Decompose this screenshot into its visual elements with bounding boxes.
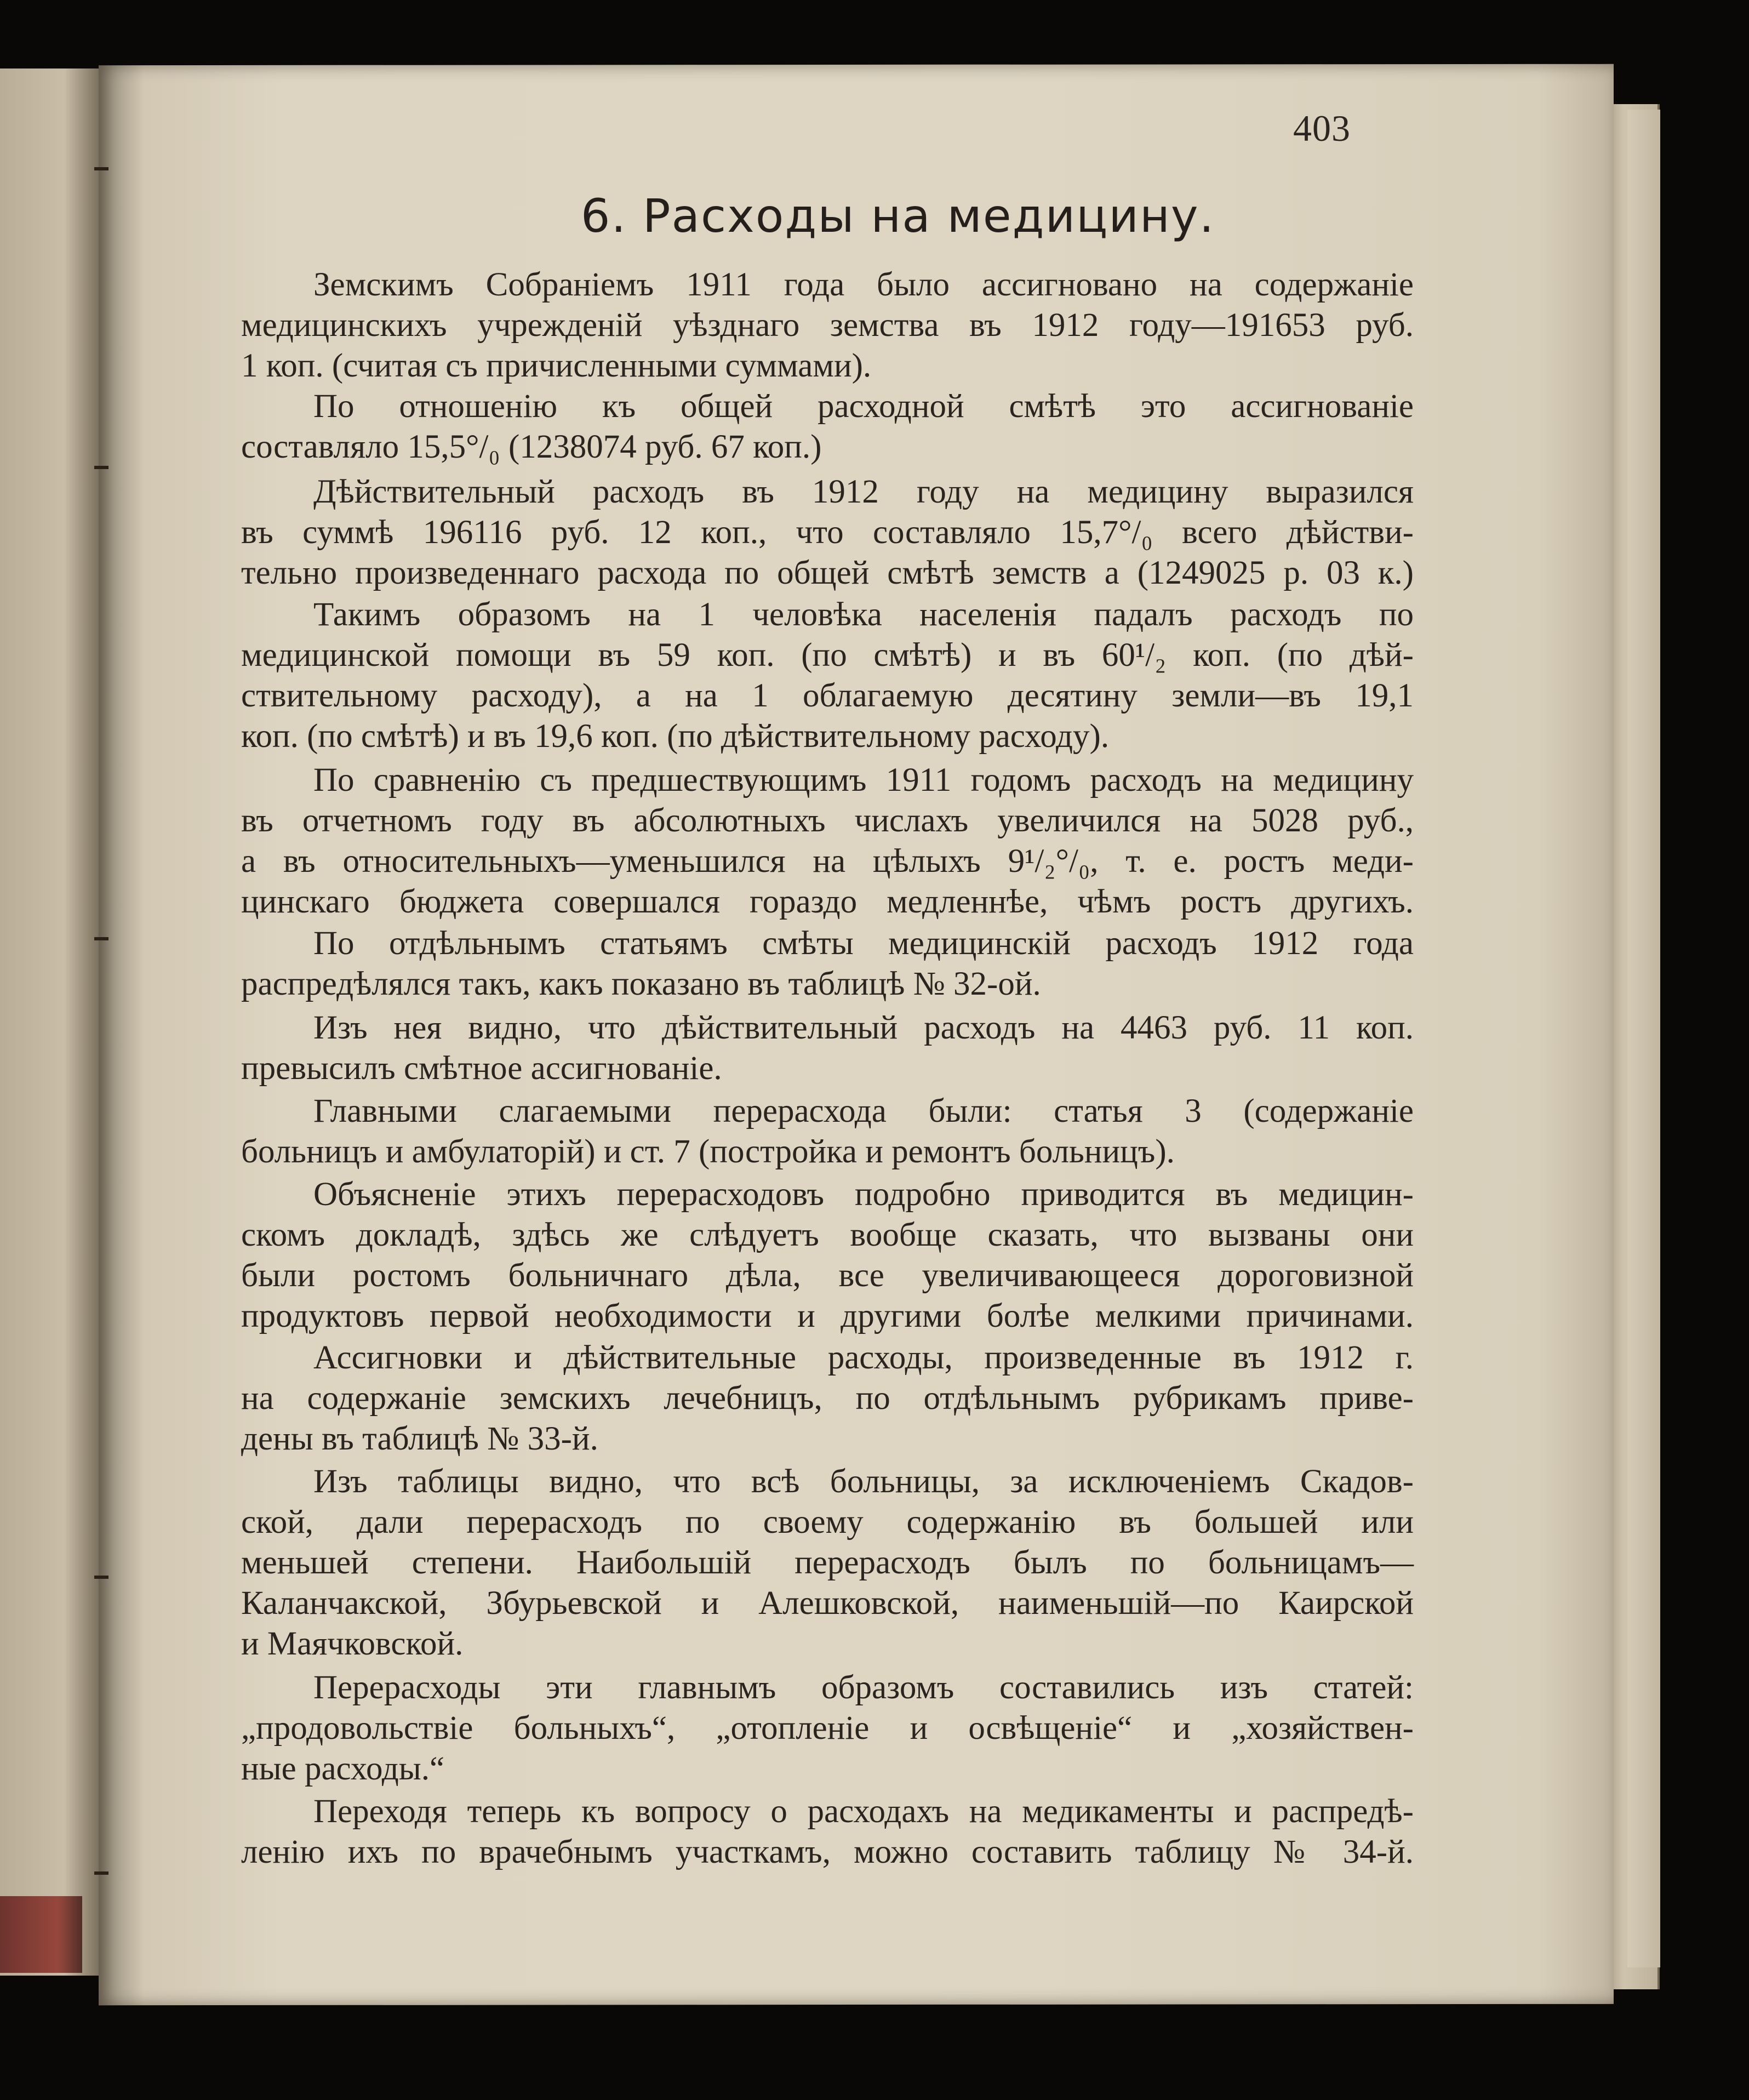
text-line: распредѣлялся такъ, какъ показано въ таблицѣ № 32-ой. xyxy=(241,966,1041,1002)
binding-stitch xyxy=(94,1576,108,1579)
right-page-stack-inner xyxy=(1627,110,1660,1967)
binding-stitch xyxy=(94,466,108,469)
text-line: ствительному расходу), а на 1 облагаемую десятину земли—въ 19,1 xyxy=(241,677,1414,714)
text-line: цинскаго бюджета совершался гораздо медленнѣе, чѣмъ ростъ другихъ. xyxy=(241,883,1414,920)
text-line: продуктовъ первой необходимости и другими болѣе мелкими причинами. xyxy=(241,1298,1414,1334)
text-line: меньшей степени. Наибольшій перерасходъ былъ по больницамъ— xyxy=(241,1544,1414,1581)
binding-stitch xyxy=(94,1871,108,1875)
text-line: на содержаніе земскихъ лечебницъ, по отдѣльнымъ рубрикамъ приве- xyxy=(241,1380,1414,1417)
text-line: Дѣйствительный расходъ въ 1912 году на медицину выразился xyxy=(313,473,1414,510)
text-line: въ отчетномъ году въ абсолютныхъ числахъ увеличился на 5028 руб., xyxy=(241,802,1414,839)
text-line: Изъ таблицы видно, что всѣ больницы, за исключеніемъ Скадов- xyxy=(313,1463,1414,1500)
text-line: а въ относительныхъ—уменьшился на цѣлыхъ 9¹/₂°/₀, т. е. ростъ меди- xyxy=(241,843,1414,880)
text-line: дены въ таблицѣ № 33-й. xyxy=(241,1420,598,1457)
text-line: составляло 15,5°/₀ (1238074 руб. 67 коп.) xyxy=(241,429,822,465)
text-line: Главными слагаемыми перерасхода были: статья 3 (содержаніе xyxy=(313,1093,1414,1129)
text-line: ской, дали перерасходъ по своему содержанію въ большей или xyxy=(241,1504,1414,1540)
text-line: Переходя теперь къ вопросу о расходахъ на медикаменты и распредѣ- xyxy=(313,1793,1414,1830)
page-number: 403 xyxy=(1293,107,1351,149)
text-line: и Маячковской. xyxy=(241,1625,464,1662)
section-title: 6. Расходы на медицину. xyxy=(581,189,1215,243)
text-line: медицинскихъ учрежденій уѣзднаго земства въ 1912 году—191653 руб. xyxy=(241,307,1414,344)
text-line: Перерасходы эти главнымъ образомъ составились изъ статей: xyxy=(313,1669,1414,1706)
text-line: коп. (по смѣтѣ) и въ 19,6 коп. (по дѣйствительному расходу). xyxy=(241,718,1110,755)
book-cover-edge xyxy=(0,1896,82,1973)
text-line: ленію ихъ по врачебнымъ участкамъ, можно составить таблицу № 34-й. xyxy=(241,1834,1414,1870)
text-line: Объясненіе этихъ перерасходовъ подробно приводится въ медицин- xyxy=(313,1176,1414,1213)
text-line: 1 коп. (считая съ причисленными суммами). xyxy=(241,347,872,384)
text-line: По сравненію съ предшествующимъ 1911 годомъ расходъ на медицину xyxy=(313,762,1414,798)
text-line: скомъ докладѣ, здѣсь же слѣдуетъ вообще сказать, что вызваны они xyxy=(241,1217,1414,1253)
binding-stitch xyxy=(94,937,108,940)
binding-stitch xyxy=(94,167,108,170)
left-page-edge xyxy=(0,69,107,1976)
text-line: По отношенію къ общей расходной смѣтѣ это ассигнованіе xyxy=(313,388,1414,425)
text-line: По отдѣльнымъ статьямъ смѣты медицинскій расходъ 1912 года xyxy=(313,925,1414,962)
text-line: Каланчакской, Збурьевской и Алешковской, наименьшій—по Каирской xyxy=(241,1585,1414,1622)
text-line: Земскимъ Собраніемъ 1911 года было ассигновано на содержаніе xyxy=(313,266,1414,303)
text-line: превысилъ смѣтное ассигнованіе. xyxy=(241,1050,722,1087)
text-line: Ассигновки и дѣйствительные расходы, произведенные въ 1912 г. xyxy=(313,1339,1414,1376)
text-line: Такимъ образомъ на 1 человѣка населенія падалъ расходъ по xyxy=(313,596,1414,633)
text-line: медицинской помощи въ 59 коп. (по смѣтѣ) и въ 60¹/₂ коп. (по дѣй- xyxy=(241,637,1414,674)
text-line: были ростомъ больничнаго дѣла, все увеличивающееся дороговизной xyxy=(241,1257,1414,1294)
text-line: больницъ и амбулаторій) и ст. 7 (постройка и ремонтъ больницъ). xyxy=(241,1133,1175,1170)
text-line: „продовольствіе больныхъ“, „отопленіе и освѣщеніе“ и „хозяйствен- xyxy=(241,1710,1414,1747)
text-line: Изъ нея видно, что дѣйствительный расходъ на 4463 руб. 11 коп. xyxy=(313,1009,1414,1046)
text-line: въ суммѣ 196116 руб. 12 коп., что составляло 15,7°/₀ всего дѣйстви- xyxy=(241,514,1414,551)
text-line: ные расходы.“ xyxy=(241,1750,445,1787)
text-line: тельно произведеннаго расхода по общей смѣтѣ земств а (1249025 р. 03 к.) xyxy=(241,555,1414,591)
